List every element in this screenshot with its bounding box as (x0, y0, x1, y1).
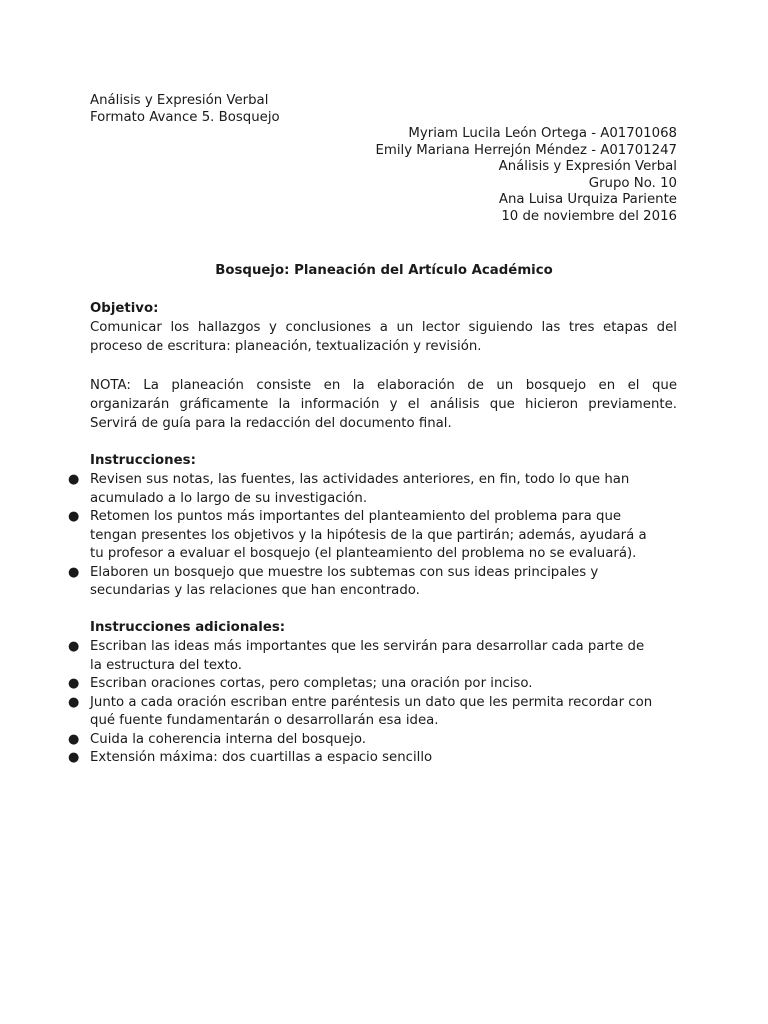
list-item-line: secundarias y las relaciones que han encontrado. (90, 583, 420, 598)
list-item (68, 749, 690, 768)
list-item-line: la estructura del texto. (90, 657, 242, 673)
note-line-3: Servirá de guía para la redacción del documento final. (90, 416, 452, 431)
list-item-line: Junto a cada oración escriban entre paréntesis un dato que les permita recordar con (90, 694, 653, 710)
instructions-heading: Instrucciones: (90, 453, 196, 468)
note-paragraph (90, 376, 677, 433)
list-item (68, 564, 690, 601)
objective-line-2: proceso de escritura: planeación, textualización y revisión. (90, 339, 482, 354)
course-line: Análisis y Expresión Verbal (90, 93, 269, 108)
additional-list (68, 638, 690, 768)
list-item-line: Retomen los puntos más importantes del planteamiento del problema para que (90, 509, 622, 524)
list-item (68, 675, 690, 694)
instructions-list (68, 471, 690, 601)
list-item-line: Extensión máxima: dos cuartillas a espacio sencillo (90, 750, 433, 765)
bullet-icon: ● (68, 694, 80, 710)
list-item-line: Escriban oraciones cortas, pero completas; una oración por inciso. (90, 676, 533, 691)
subject-line: Análisis y Expresión Verbal (498, 159, 677, 174)
bullet-icon: ● (68, 750, 80, 765)
objective-line-1: Comunicar los hallazgos y conclusiones a un lector siguiendo las tres etapas del (90, 320, 677, 335)
author-line-1: Myriam Lucila León Ortega - A01701068 (408, 126, 677, 141)
bullet-icon: ● (68, 509, 80, 524)
note-line-1: NOTA: La planeación consiste en la elaboración de un bosquejo en el que (90, 378, 677, 393)
list-item (68, 694, 690, 731)
list-item-line: Escriban las ideas más importantes que les servirán para desarrollar cada parte de (90, 639, 645, 654)
bullet-icon: ● (68, 639, 80, 654)
list-item (68, 471, 690, 508)
list-item (68, 638, 690, 675)
list-item (68, 731, 690, 750)
objective-heading: Objetivo: (90, 301, 159, 316)
list-item-line: Elaboren un bosquejo que muestre los subtemas con sus ideas principales y (90, 564, 599, 580)
list-item-line: Revisen sus notas, las fuentes, las actividades anteriores, en fin, todo lo que han (90, 472, 630, 487)
date-line: 10 de noviembre del 2016 (501, 209, 677, 224)
bullet-icon: ● (68, 564, 80, 580)
additional-heading: Instrucciones adicionales: (90, 620, 286, 635)
list-item-line: tu profesor a evaluar el bosquejo (el planteamiento del problema no se evaluará). (90, 546, 637, 561)
author-line-2: Emily Mariana Herrejón Méndez - A01701247 (375, 143, 677, 158)
bullet-icon: ● (68, 676, 80, 691)
objective-paragraph (90, 318, 677, 356)
list-item-line: Cuida la coherencia interna del bosquejo. (90, 731, 366, 747)
list-item-line: acumulado a lo largo de su investigación. (90, 490, 368, 506)
note-line-2: organizarán gráficamente la información y el análisis que hicieron previamente. (90, 397, 677, 412)
document-title: Bosquejo: Planeación del Artículo Académico (215, 263, 553, 278)
list-item-line: qué fuente fundamentarán o desarrollarán esa idea. (90, 713, 439, 728)
group-line: Grupo No. 10 (588, 176, 677, 191)
teacher-line: Ana Luisa Urquiza Pariente (498, 192, 677, 207)
list-item (68, 508, 690, 564)
bullet-icon: ● (68, 731, 80, 747)
format-line: Formato Avance 5. Bosquejo (90, 110, 280, 125)
bullet-icon: ● (68, 472, 80, 487)
list-item-line: tengan presentes los objetivos y la hipótesis de la que partirán; además, ayudará a (90, 527, 647, 543)
